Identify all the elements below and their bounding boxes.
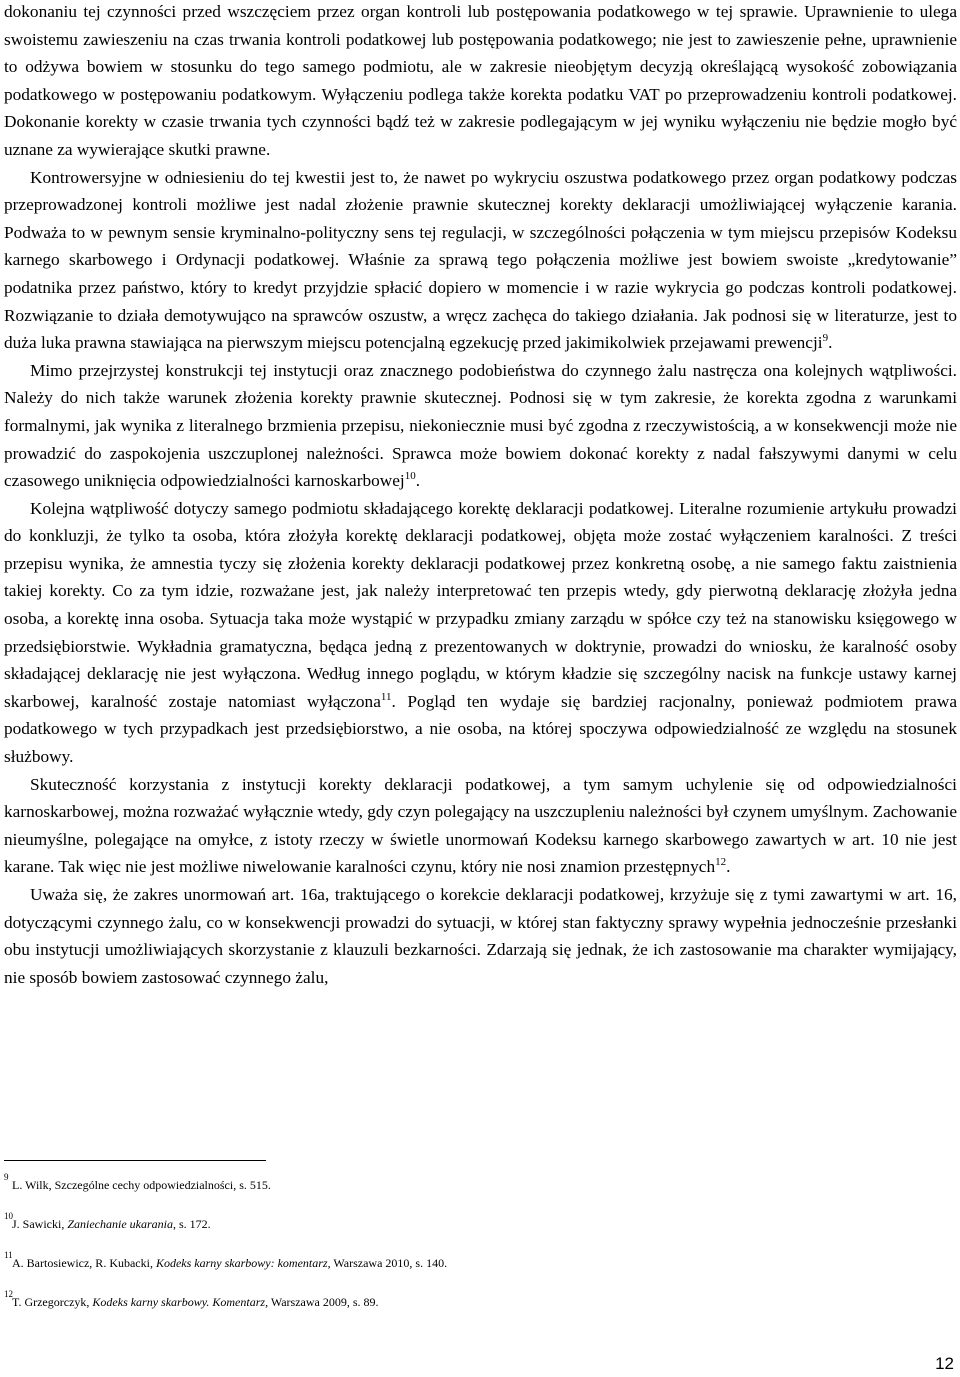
paragraph-text: Kontrowersyjne w odniesieniu do tej kwestii jest to, że nawet po wykryciu oszustwa podatkowego przez organ podatkowy podczas przeprowadzonej kontroli możliwe jest nadal złożenie prawnie skutecznej korekty deklaracji umożliwiającej wyłączenie karania. Podważa to w pewnym sensie kryminalno-polityczny sens tej regulacji, w szczególności połączenia w tym miejscu przepisów Kodeksu karnego skarbowego i Ordynacji podatkowej. Właśnie za sprawą tego połączenia możliwe jest bowiem swoiste „kredytowanie” podatnika przez państwo, który to kredyt przyjdzie spłacić dopiero w momencie i w razie wykrycia go podczas kontroli podatkowej. Rozwiązanie to działa demotywująco na sprawców oszustw, a wręcz zachęca do takiego działania. Jak podnosi się w literaturze, jest to duża luka prawna stawiająca na pierwszym miejscu potencjalną egzekucję przed jakimikolwiek przejawami prewencji <box>4 167 957 353</box>
footnote-reference[interactable]: 11 <box>380 691 392 704</box>
footnote-number: 10 <box>4 1211 13 1221</box>
paragraph <box>4 495 957 771</box>
footnote-reference[interactable]: 12 <box>715 856 727 869</box>
footnote-text <box>12 1178 271 1193</box>
footnote-title: Kodeks karny skarbowy. Komentarz <box>92 1295 266 1309</box>
page-number: 12 <box>935 1354 954 1373</box>
footnote-text-part: J. Sawicki, <box>12 1217 68 1231</box>
footnote-title: Zaniechanie ukarania <box>67 1217 173 1231</box>
footnote-text-part: T. Grzegorczyk, <box>12 1295 93 1309</box>
footnote-reference[interactable]: 9 <box>822 332 829 345</box>
paragraph-text-tail: . <box>828 333 833 353</box>
footnotes <box>4 1172 904 1328</box>
paragraph <box>4 357 957 495</box>
footnote-text <box>12 1256 447 1271</box>
footnote-text-part: , Warszawa 2010, s. 140. <box>327 1256 448 1270</box>
footnote <box>4 1172 904 1211</box>
paragraph-text-tail: . <box>726 857 731 877</box>
paragraph-text-tail: . Pogląd ten wydaje się bardziej racjonalny, ponieważ podmiotem prawa podatkowego w tych przypadkach jest przedsiębiorstwo, a nie osoba, na której spoczywa odpowiedzialność ze względu na stosunek służbowy. <box>4 691 957 767</box>
footnote-text-part: , Warszawa 2009, s. 89. <box>265 1295 379 1309</box>
footnote <box>4 1250 904 1289</box>
footnote <box>4 1289 904 1328</box>
paragraph-text: dokonaniu tej czynności przed wszczęciem przez organ kontroli lub postępowania podatkowego w tej sprawie. Uprawnienie to ulega swoistemu zawieszeniu na czas trwania kontroli podatkowej lub postępowania podatkowego; nie jest to zawieszenie pełne, uprawnienie to odżywa bowiem w stosunku do tego samego podmiotu, ale w zakresie nieobjętym decyzją określającą wysokość zobowiązania podatkowego w postępowaniu podatkowym. Wyłączeniu podlega także korekta podatku VAT po przeprowadzeniu kontroli podatkowej. Dokonanie korekty w czasie trwania tych czynności bądź też w zakresie podlegającym w jej wyniku wyłączeniu nie będzie mogło być uznane za wywierające skutki prawne. <box>4 2 957 159</box>
paragraph-text: Skuteczność korzystania z instytucji korekty deklaracji podatkowej, a tym samym uchylenie się od odpowiedzialności karnoskarbowej, można rozważać wyłącznie wtedy, gdy czyn polegający na uszczupleniu należności był czynem umyślnym. Zachowanie nieumyślne, polegające na omyłce, z istoty rzeczy w świetle unormowań Kodeksu karnego skarbowego zawartych w art. 10 nie jest karane. Tak więc nie jest możliwe niwelowanie karalności czynu, który nie nosi znamion przestępnych <box>4 774 957 877</box>
footnote-text <box>12 1217 211 1232</box>
document-page <box>4 0 957 991</box>
paragraph-text: Mimo przejrzystej konstrukcji tej instytucji oraz znacznego podobieństwa do czynnego żalu nastręcza ona kolejnych wątpliwości. Należy do nich także warunek złożenia korekty prawnie skutecznej. Podnosi się w tym zakresie, że korekta zgodna z warunkami formalnymi, jak wynika z literalnego brzmienia przepisu, niekoniecznie musi być zgodna z rzeczywistością, a w konsekwencji może nie prowadzić do zaspokojenia uszczuplonej należności. Sprawca może bowiem dokonać korekty z nadal fałszywymi danymi w celu czasowego uniknięcia odpowiedzialności karnoskarbowej <box>4 360 957 491</box>
paragraph-text: Uważa się, że zakres unormowań art. 16a, traktującego o korekcie deklaracji podatkowej, krzyżuje się z tymi zawartymi w art. 16, dotyczącymi czynnego żalu, co w konsekwencji prowadzi do sytuacji, w której stan faktyczny sprawy wypełnia jednocześnie przesłanki obu instytucji umożliwiających skorzystanie z klauzuli bezkarności. Zdarzają się jednak, że ich zastosowanie ma charakter wymijający, nie sposób bowiem zastosować czynnego żalu, <box>4 885 957 987</box>
footnote-reference[interactable]: 10 <box>404 470 416 483</box>
footnote <box>4 1211 904 1250</box>
paragraph <box>4 164 957 357</box>
footnote-number: 12 <box>4 1289 13 1299</box>
paragraph-text: Kolejna wątpliwość dotyczy samego podmiotu składającego korektę deklaracji podatkowej. Literalne rozumienie artykułu prowadzi do konkluzji, że tylko ta osoba, która złożyła korektę deklaracji podatkowej, objęta może zostać wyłączeniem karalności. Z treści przepisu wynika, że amnestia tyczy się złożenia korekty deklaracji podatkowej przez konkretną osobę, a nie samego faktu zaistnienia takiej korekty. Co za tym idzie, rozważane jest, jak należy interpretować ten przepis wtedy, gdy pierwotną deklarację złożyła jedna osoba, a korektę inna osoba. Sytuacja taka może wystąpić w przypadku zmiany zarządu w spółce czy też na stanowisku księgowego w przedsiębiorstwie. Wykładnia gramatyczna, będąca jedną z prezentowanych w doktrynie, prowadzi do wniosku, że karalność osoby składającej deklarację nie jest wyłączona. Według innego poglądu, w którym kładzie się szczególny nacisk na funkcje ustawy karnej skarbowej, karalność zostaje natomiast wyłączona <box>4 498 957 711</box>
footnote-text <box>12 1295 379 1310</box>
footnote-number: 11 <box>4 1250 13 1260</box>
paragraph-text-tail: . <box>415 471 421 491</box>
footnote-title: Kodeks karny skarbowy: komentarz <box>155 1256 328 1270</box>
paragraph <box>4 0 957 164</box>
paragraph <box>4 881 957 991</box>
footnote-divider <box>4 1160 266 1161</box>
footnote-text-part: , s. 172. <box>173 1217 211 1231</box>
footnote-text-part: L. Wilk, Szczególne cechy odpowiedzialności, s. 515. <box>12 1178 271 1192</box>
footnote-number: 9 <box>4 1172 9 1182</box>
footnote-text-part: A. Bartosiewicz, R. Kubacki, <box>12 1256 156 1270</box>
body-text <box>4 0 957 991</box>
paragraph <box>4 771 957 881</box>
